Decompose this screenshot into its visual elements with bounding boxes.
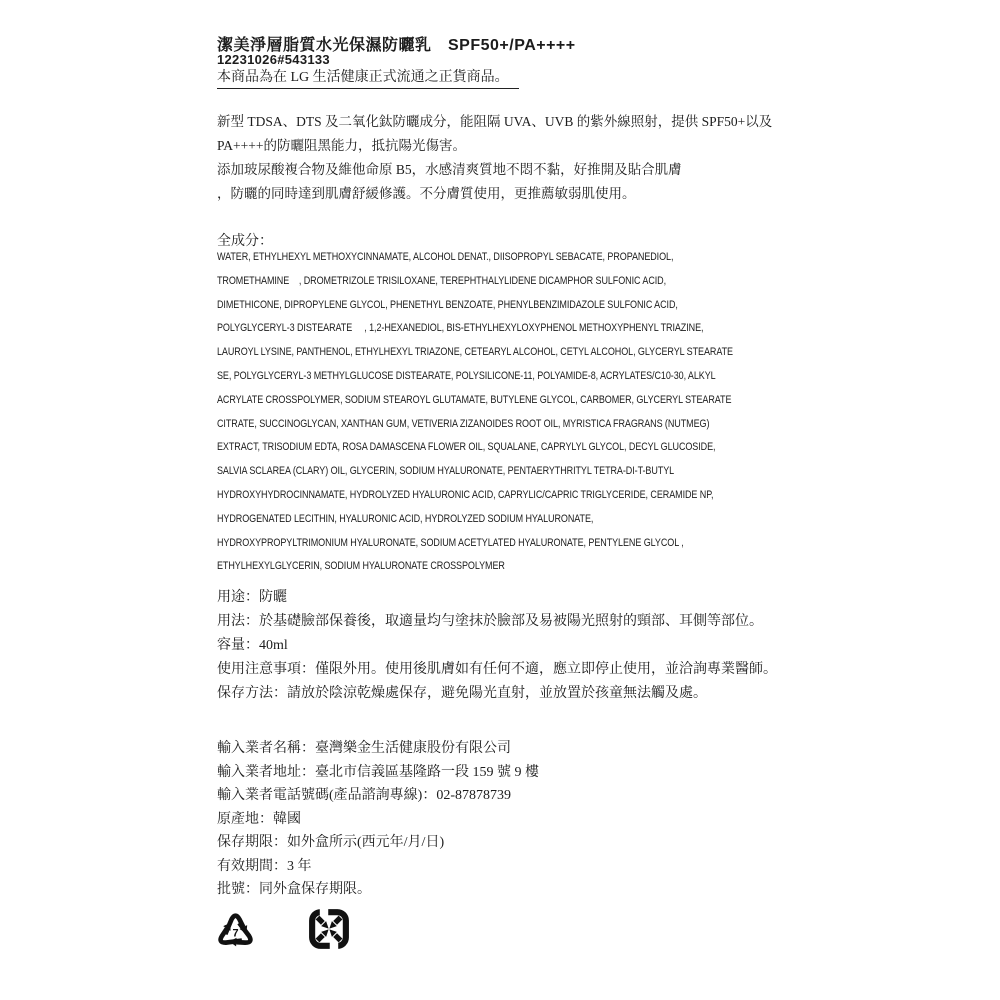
taiwan-recycling-icon bbox=[306, 904, 352, 954]
recycle-code-7-icon bbox=[212, 904, 259, 958]
ingredient-line: TROMETHAMINE , DROMETRIZOLE TRISILOXANE, TEREPHTHALYLIDENE DICAMPHOR SULFONIC ACID, bbox=[217, 274, 667, 287]
ingredient-line: HYDROXYHYDROCINNAMATE, HYDROLYZED HYALURONIC ACID, CAPRYLIC/CAPRIC TRIGLYCERIDE, CERAMIDE NP, bbox=[217, 488, 714, 501]
ingredient-line: SE, POLYGLYCERYL-3 METHYLGLUCOSE DISTEARATE, POLYSILICONE-11, POLYAMIDE-8, ACRYLATES/C10-30, ALKYL bbox=[217, 369, 716, 382]
usage-line: 保存方法：請放於陰涼乾燥處保存，避免陽光直射，並放置於孩童無法觸及處。 bbox=[217, 686, 707, 701]
authenticity-note: 本商品為在 LG 生活健康正式流通之正貨商品。 bbox=[217, 66, 519, 89]
importer-block bbox=[217, 737, 539, 902]
usage-line: 用途：防曬 bbox=[217, 590, 287, 605]
usage-line: 容量：40ml bbox=[217, 638, 288, 653]
importer-line: 批號：同外盒保存期限。 bbox=[217, 882, 371, 897]
importer-line: 原產地：韓國 bbox=[217, 811, 301, 827]
ingredients-label: 全成分： bbox=[217, 234, 273, 249]
ingredients-block bbox=[217, 246, 846, 579]
description-line: 新型 TDSA、DTS 及二氧化鈦防曬成分，能阻隔 UVA、UVB 的紫外線照射，提供 SPF50+以及 bbox=[217, 114, 773, 129]
ingredient-line: WATER, ETHYLHEXYL METHOXYCINNAMATE, ALCOHOL DENAT., DIISOPROPYL SEBACATE, PROPANEDIOL, bbox=[217, 251, 674, 263]
ingredient-line: EXTRACT, TRISODIUM EDTA, ROSA DAMASCENA FLOWER OIL, SQUALANE, CAPRYLYL GLYCOL, DECYL GLUCOSIDE, bbox=[217, 441, 716, 454]
ingredient-line: POLYGLYCERYL-3 DISTEARATE , 1,2-HEXANEDIOL, BIS-ETHYLHEXYLOXYPHENOL METHOXYPHENYL TRIAZINE, bbox=[217, 322, 704, 335]
ingredient-line: ETHYLHEXYLGLYCERIN, SODIUM HYALURONATE CROSSPOLYMER bbox=[217, 560, 505, 573]
product-code: 12231026#543133 bbox=[217, 52, 330, 67]
usage-block bbox=[217, 586, 777, 706]
importer-line: 有效期間：3 年 bbox=[217, 858, 312, 874]
description-line: 添加玻尿酸複合物及維他命原 B5，水感清爽質地不悶不黏，好推開及貼合肌膚 bbox=[217, 162, 682, 177]
ingredient-line: DIMETHICONE, DIPROPYLENE GLYCOL, PHENETHYL BENZOATE, PHENYLBENZIMIDAZOLE SULFONIC ACID, bbox=[217, 298, 678, 311]
usage-line: 使用注意事項：僅限外用。使用後肌膚如有任何不適，應立即停止使用，並洽詢專業醫師。 bbox=[217, 662, 777, 677]
description-line: PA++++的防曬阻黑能力，抵抗陽光傷害。 bbox=[217, 138, 466, 153]
description-line: ，防曬的同時達到肌膚舒緩修護。不分膚質使用，更推薦敏弱肌使用。 bbox=[217, 186, 636, 201]
ingredient-line: SALVIA SCLAREA (CLARY) OIL, GLYCERIN, SODIUM HYALURONATE, PENTAERYTHRITYL TETRA-DI-T-BUTYL bbox=[217, 465, 675, 478]
ingredient-line: ACRYLATE CROSSPOLYMER, SODIUM STEAROYL GLUTAMATE, BUTYLENE GLYCOL, CARBOMER, GLYCERYL STEARATE bbox=[217, 393, 732, 406]
page-title: 潔美淨層脂質水光保濕防曬乳 SPF50+/PA++++ bbox=[217, 37, 576, 54]
usage-line: 用法：於基礎臉部保養後，取適量均勻塗抹於臉部及易被陽光照射的頸部、耳側等部位。 bbox=[217, 614, 763, 629]
importer-line: 保存期限：如外盒所示(西元年/月/日) bbox=[217, 835, 445, 850]
ingredient-line: HYDROXYPROPYLTRIMONIUM HYALURONATE, SODIUM ACETYLATED HYALURONATE, PENTYLENE GLYCOL , bbox=[217, 536, 684, 549]
recycling-icons bbox=[212, 904, 352, 958]
ingredient-line: CITRATE, SUCCINOGLYCAN, XANTHAN GUM, VETIVERIA ZIZANOIDES ROOT OIL, MYRISTICA FRAGRANS (NUTMEG) bbox=[217, 417, 710, 430]
importer-line: 輸入業者電話號碼(產品諮詢專線)：02-87878739 bbox=[217, 788, 511, 803]
importer-line: 輸入業者名稱：臺灣樂金生活健康股份有限公司 bbox=[217, 741, 511, 756]
recycle-code-text: 7 bbox=[232, 927, 239, 940]
ingredient-line: HYDROGENATED LECITHIN, HYALURONIC ACID, HYDROLYZED SODIUM HYALURONATE, bbox=[217, 512, 594, 525]
ingredient-line: LAUROYL LYSINE, PANTHENOL, ETHYLHEXYL TRIAZONE, CETEARYL ALCOHOL, CETYL ALCOHOL, GLYCERYL STEARATE bbox=[217, 346, 733, 359]
description-block bbox=[217, 110, 772, 206]
importer-line: 輸入業者地址：臺北市信義區基隆路一段 159 號 9 樓 bbox=[217, 764, 539, 780]
